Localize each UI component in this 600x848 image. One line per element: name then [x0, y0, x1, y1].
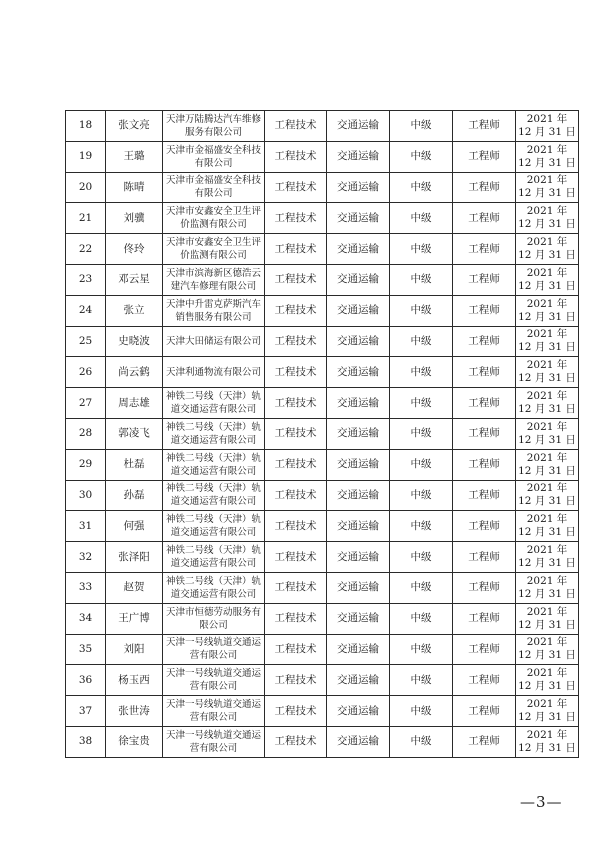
name-cell: 尚云鹤: [106, 357, 163, 388]
date-day: 12 月 31 日: [518, 464, 576, 477]
series-cell: 工程技术: [265, 388, 327, 419]
series-cell: 工程技术: [265, 572, 327, 603]
specialty-cell: 交通运输: [327, 726, 390, 757]
series-cell: 工程技术: [265, 234, 327, 265]
unit-cell: 神铁二号线（天津）轨道交通运营有限公司: [163, 418, 265, 449]
series-cell: 工程技术: [265, 357, 327, 388]
unit-cell: 天津万陆腾达汽车维修服务有限公司: [163, 111, 265, 142]
title-cell: 工程师: [453, 634, 516, 665]
level-cell: 中级: [390, 542, 453, 573]
date-day: 12 月 31 日: [518, 372, 576, 385]
unit-cell: 天津市安鑫安全卫生评价监测有限公司: [163, 203, 265, 234]
name-cell: 张立: [106, 295, 163, 326]
seq-cell: 33: [66, 572, 106, 603]
seq-cell: 25: [66, 326, 106, 357]
title-cell: 工程师: [453, 295, 516, 326]
date-cell: [516, 572, 579, 603]
level-cell: 中级: [390, 665, 453, 696]
seq-cell: 35: [66, 634, 106, 665]
name-cell: 赵贺: [106, 572, 163, 603]
specialty-cell: 交通运输: [327, 449, 390, 480]
level-cell: 中级: [390, 603, 453, 634]
date-day: 12 月 31 日: [518, 433, 576, 446]
date-cell: [516, 357, 579, 388]
date-year: 2021 年: [526, 328, 568, 341]
date-year: 2021 年: [526, 698, 568, 711]
level-cell: 中级: [390, 326, 453, 357]
seq-cell: 19: [66, 141, 106, 172]
date-year: 2021 年: [526, 390, 568, 403]
date-year: 2021 年: [526, 728, 568, 741]
title-cell: 工程师: [453, 326, 516, 357]
table-row: [66, 542, 579, 573]
series-cell: 工程技术: [265, 264, 327, 295]
level-cell: 中级: [390, 634, 453, 665]
date-year: 2021 年: [526, 420, 568, 433]
date-year: 2021 年: [526, 174, 568, 187]
specialty-cell: 交通运输: [327, 542, 390, 573]
table-row: [66, 172, 579, 203]
level-cell: 中级: [390, 480, 453, 511]
unit-cell: 天津市滨海新区德浩云建汽车修理有限公司: [163, 264, 265, 295]
seq-cell: 38: [66, 726, 106, 757]
table-row: [66, 234, 579, 265]
title-cell: 工程师: [453, 511, 516, 542]
name-cell: 刘骥: [106, 203, 163, 234]
level-cell: 中级: [390, 388, 453, 419]
title-cell: 工程师: [453, 726, 516, 757]
date-year: 2021 年: [526, 667, 568, 680]
roster-body: [66, 111, 579, 758]
title-cell: 工程师: [453, 203, 516, 234]
series-cell: 工程技术: [265, 511, 327, 542]
date-day: 12 月 31 日: [518, 618, 576, 631]
date-year: 2021 年: [526, 297, 568, 310]
date-cell: [516, 111, 579, 142]
date-day: 12 月 31 日: [518, 279, 576, 292]
date-cell: [516, 141, 579, 172]
date-cell: [516, 449, 579, 480]
table-row: [66, 480, 579, 511]
series-cell: 工程技术: [265, 295, 327, 326]
date-cell: [516, 234, 579, 265]
date-day: 12 月 31 日: [518, 156, 576, 169]
name-cell: 王璐: [106, 141, 163, 172]
date-day: 12 月 31 日: [518, 649, 576, 662]
date-day: 12 月 31 日: [518, 587, 576, 600]
title-cell: 工程师: [453, 141, 516, 172]
date-day: 12 月 31 日: [518, 187, 576, 200]
level-cell: 中级: [390, 572, 453, 603]
level-cell: 中级: [390, 418, 453, 449]
date-day: 12 月 31 日: [518, 341, 576, 354]
seq-cell: 23: [66, 264, 106, 295]
series-cell: 工程技术: [265, 480, 327, 511]
date-cell: [516, 203, 579, 234]
table-row: [66, 141, 579, 172]
table-row: [66, 357, 579, 388]
series-cell: 工程技术: [265, 726, 327, 757]
series-cell: 工程技术: [265, 172, 327, 203]
page-number: —3—: [520, 793, 563, 811]
seq-cell: 27: [66, 388, 106, 419]
title-cell: 工程师: [453, 480, 516, 511]
date-year: 2021 年: [526, 143, 568, 156]
date-year: 2021 年: [526, 605, 568, 618]
name-cell: 孙磊: [106, 480, 163, 511]
date-day: 12 月 31 日: [518, 310, 576, 323]
seq-cell: 37: [66, 696, 106, 727]
seq-cell: 29: [66, 449, 106, 480]
name-cell: 王广博: [106, 603, 163, 634]
level-cell: 中级: [390, 295, 453, 326]
name-cell: 史晓波: [106, 326, 163, 357]
specialty-cell: 交通运输: [327, 480, 390, 511]
roster-table: [65, 110, 579, 758]
title-cell: 工程师: [453, 111, 516, 142]
date-cell: [516, 418, 579, 449]
specialty-cell: 交通运输: [327, 172, 390, 203]
seq-cell: 24: [66, 295, 106, 326]
date-year: 2021 年: [526, 205, 568, 218]
name-cell: 邓云星: [106, 264, 163, 295]
specialty-cell: 交通运输: [327, 665, 390, 696]
unit-cell: 天津一号线轨道交通运营有限公司: [163, 726, 265, 757]
title-cell: 工程师: [453, 542, 516, 573]
unit-cell: 天津一号线轨道交通运营有限公司: [163, 665, 265, 696]
level-cell: 中级: [390, 449, 453, 480]
name-cell: 张文亮: [106, 111, 163, 142]
seq-cell: 18: [66, 111, 106, 142]
specialty-cell: 交通运输: [327, 111, 390, 142]
level-cell: 中级: [390, 511, 453, 542]
date-day: 12 月 31 日: [518, 125, 576, 138]
date-cell: [516, 726, 579, 757]
date-day: 12 月 31 日: [518, 403, 576, 416]
series-cell: 工程技术: [265, 449, 327, 480]
date-cell: [516, 172, 579, 203]
table-row: [66, 295, 579, 326]
specialty-cell: 交通运输: [327, 326, 390, 357]
table-row: [66, 511, 579, 542]
date-cell: [516, 603, 579, 634]
date-year: 2021 年: [526, 359, 568, 372]
series-cell: 工程技术: [265, 665, 327, 696]
specialty-cell: 交通运输: [327, 388, 390, 419]
unit-cell: 神铁二号线（天津）轨道交通运营有限公司: [163, 511, 265, 542]
level-cell: 中级: [390, 357, 453, 388]
unit-cell: 天津一号线轨道交通运营有限公司: [163, 696, 265, 727]
level-cell: 中级: [390, 264, 453, 295]
series-cell: 工程技术: [265, 542, 327, 573]
date-cell: [516, 480, 579, 511]
unit-cell: 天津市金福盛安全科技有限公司: [163, 172, 265, 203]
date-day: 12 月 31 日: [518, 741, 576, 754]
unit-cell: 天津市金福盛安全科技有限公司: [163, 141, 265, 172]
seq-cell: 22: [66, 234, 106, 265]
title-cell: 工程师: [453, 449, 516, 480]
seq-cell: 26: [66, 357, 106, 388]
title-cell: 工程师: [453, 665, 516, 696]
unit-cell: 神铁二号线（天津）轨道交通运营有限公司: [163, 542, 265, 573]
title-cell: 工程师: [453, 172, 516, 203]
specialty-cell: 交通运输: [327, 264, 390, 295]
date-cell: [516, 326, 579, 357]
date-day: 12 月 31 日: [518, 711, 576, 724]
date-cell: [516, 264, 579, 295]
series-cell: 工程技术: [265, 203, 327, 234]
name-cell: 周志雄: [106, 388, 163, 419]
seq-cell: 28: [66, 418, 106, 449]
series-cell: 工程技术: [265, 141, 327, 172]
series-cell: 工程技术: [265, 634, 327, 665]
name-cell: 陈晴: [106, 172, 163, 203]
table-row: [66, 449, 579, 480]
table-row: [66, 572, 579, 603]
date-year: 2021 年: [526, 451, 568, 464]
series-cell: 工程技术: [265, 326, 327, 357]
series-cell: 工程技术: [265, 418, 327, 449]
title-cell: 工程师: [453, 418, 516, 449]
date-day: 12 月 31 日: [518, 218, 576, 231]
specialty-cell: 交通运输: [327, 572, 390, 603]
date-year: 2021 年: [526, 636, 568, 649]
level-cell: 中级: [390, 234, 453, 265]
seq-cell: 20: [66, 172, 106, 203]
name-cell: 张泽阳: [106, 542, 163, 573]
title-cell: 工程师: [453, 357, 516, 388]
seq-cell: 21: [66, 203, 106, 234]
table-row: [66, 326, 579, 357]
date-cell: [516, 295, 579, 326]
title-cell: 工程师: [453, 388, 516, 419]
level-cell: 中级: [390, 172, 453, 203]
series-cell: 工程技术: [265, 696, 327, 727]
date-day: 12 月 31 日: [518, 557, 576, 570]
title-cell: 工程师: [453, 696, 516, 727]
date-cell: [516, 634, 579, 665]
unit-cell: 神铁二号线（天津）轨道交通运营有限公司: [163, 480, 265, 511]
title-cell: 工程师: [453, 264, 516, 295]
specialty-cell: 交通运输: [327, 603, 390, 634]
specialty-cell: 交通运输: [327, 295, 390, 326]
unit-cell: 天津市安鑫安全卫生评价监测有限公司: [163, 234, 265, 265]
specialty-cell: 交通运输: [327, 696, 390, 727]
table-row: [66, 388, 579, 419]
name-cell: 佟玲: [106, 234, 163, 265]
table-row: [66, 696, 579, 727]
unit-cell: 天津一号线轨道交通运营有限公司: [163, 634, 265, 665]
name-cell: 刘阳: [106, 634, 163, 665]
date-day: 12 月 31 日: [518, 526, 576, 539]
seq-cell: 34: [66, 603, 106, 634]
table-row: [66, 726, 579, 757]
unit-cell: 神铁二号线（天津）轨道交通运营有限公司: [163, 388, 265, 419]
date-year: 2021 年: [526, 513, 568, 526]
name-cell: 徐宝贵: [106, 726, 163, 757]
name-cell: 何强: [106, 511, 163, 542]
level-cell: 中级: [390, 141, 453, 172]
date-year: 2021 年: [526, 482, 568, 495]
specialty-cell: 交通运输: [327, 141, 390, 172]
unit-cell: 天津利通物流有限公司: [163, 357, 265, 388]
series-cell: 工程技术: [265, 111, 327, 142]
unit-cell: 天津市恒德劳动服务有限公司: [163, 603, 265, 634]
table-row: [66, 603, 579, 634]
date-day: 12 月 31 日: [518, 495, 576, 508]
date-year: 2021 年: [526, 112, 568, 125]
table-row: [66, 111, 579, 142]
seq-cell: 36: [66, 665, 106, 696]
specialty-cell: 交通运输: [327, 234, 390, 265]
title-cell: 工程师: [453, 572, 516, 603]
level-cell: 中级: [390, 111, 453, 142]
date-year: 2021 年: [526, 544, 568, 557]
date-cell: [516, 388, 579, 419]
series-cell: 工程技术: [265, 603, 327, 634]
date-cell: [516, 511, 579, 542]
seq-cell: 30: [66, 480, 106, 511]
specialty-cell: 交通运输: [327, 418, 390, 449]
title-cell: 工程师: [453, 234, 516, 265]
date-day: 12 月 31 日: [518, 249, 576, 262]
unit-cell: 天津中升雷克萨斯汽车销售服务有限公司: [163, 295, 265, 326]
table-row: [66, 264, 579, 295]
table-row: [66, 418, 579, 449]
unit-cell: 天津大田储运有限公司: [163, 326, 265, 357]
level-cell: 中级: [390, 203, 453, 234]
name-cell: 杨玉西: [106, 665, 163, 696]
level-cell: 中级: [390, 696, 453, 727]
name-cell: 杜磊: [106, 449, 163, 480]
date-cell: [516, 696, 579, 727]
specialty-cell: 交通运输: [327, 357, 390, 388]
level-cell: 中级: [390, 726, 453, 757]
title-cell: 工程师: [453, 603, 516, 634]
date-year: 2021 年: [526, 266, 568, 279]
unit-cell: 神铁二号线（天津）轨道交通运营有限公司: [163, 449, 265, 480]
seq-cell: 32: [66, 542, 106, 573]
specialty-cell: 交通运输: [327, 634, 390, 665]
table-row: [66, 665, 579, 696]
name-cell: 郭凌飞: [106, 418, 163, 449]
specialty-cell: 交通运输: [327, 203, 390, 234]
date-day: 12 月 31 日: [518, 680, 576, 693]
seq-cell: 31: [66, 511, 106, 542]
date-cell: [516, 665, 579, 696]
date-year: 2021 年: [526, 574, 568, 587]
table-row: [66, 203, 579, 234]
date-year: 2021 年: [526, 236, 568, 249]
date-cell: [516, 542, 579, 573]
unit-cell: 神铁二号线（天津）轨道交通运营有限公司: [163, 572, 265, 603]
table-row: [66, 634, 579, 665]
name-cell: 张世涛: [106, 696, 163, 727]
specialty-cell: 交通运输: [327, 511, 390, 542]
